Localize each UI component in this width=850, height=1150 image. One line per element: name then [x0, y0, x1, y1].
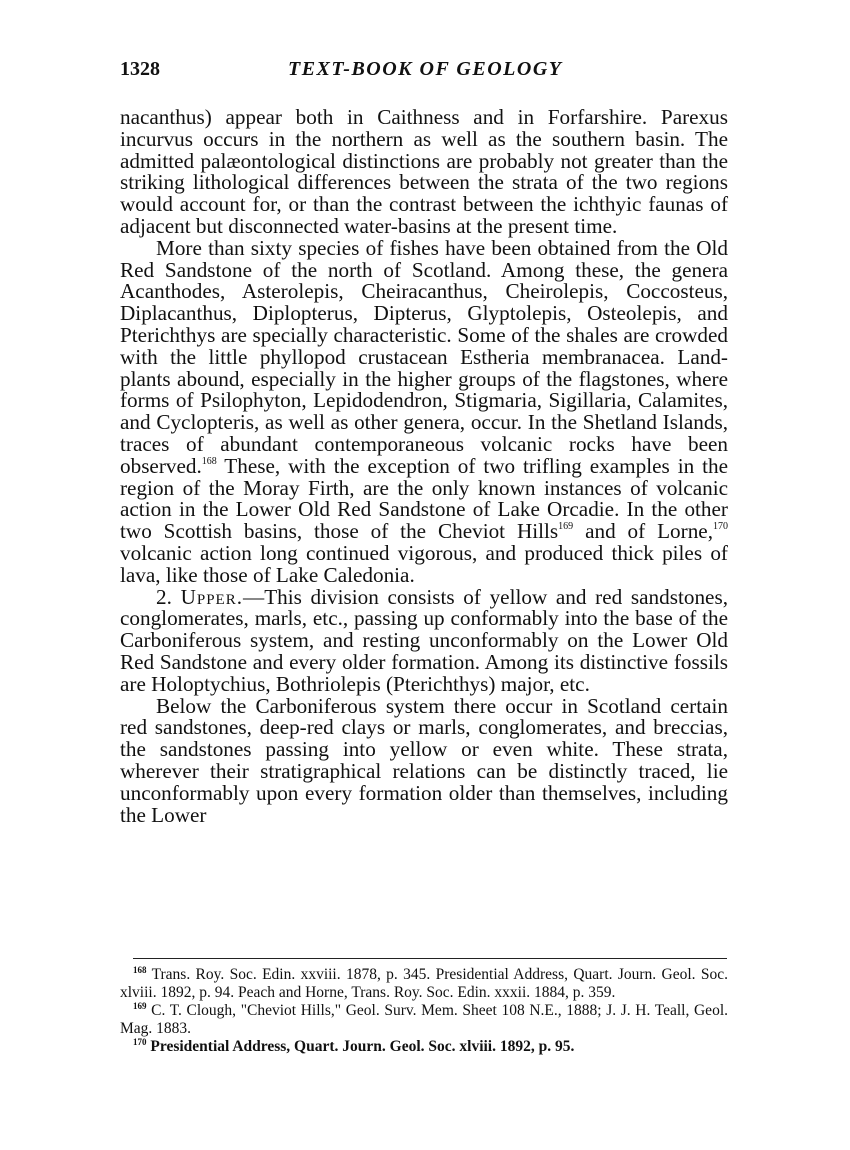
footnotes [120, 966, 728, 1056]
running-head: TEXT-BOOK OF GEOLOGY [288, 58, 563, 80]
paragraph-text: —This division consists of yellow and red sandstones, conglomerates, marls, etc., passing up conformably into the base of the Carboniferous system, and resting unconformably on the Lower Old Red Sandstone and every older formation. Among its distinctive fossils are Holoptychius, Bothriolepis (Pterichthys) major, etc. [120, 584, 728, 696]
section-number: 2. [156, 584, 181, 609]
footnote-ref: 170 [713, 521, 728, 533]
paragraph-text: volcanic action long continued vigorous, and produced thick piles of lava, like those of Lake Caledonia. [120, 540, 728, 587]
page-header [120, 58, 730, 88]
footnote-ref: 169 [558, 521, 574, 533]
footnote-divider [133, 958, 727, 959]
paragraph-text: These, with the exception of two trifling examples in the region of the Moray Firth, are the only known instances of volcanic action in the Lower Old Red Sandstone of Lake Orcadie. In the other two Scottish basins, those of the Cheviot Hills [120, 453, 728, 544]
footnote-mark: 168 [133, 965, 147, 975]
footnote [120, 1038, 728, 1056]
footnote-mark: 170 [133, 1037, 147, 1047]
footnote-ref: 168 [201, 455, 217, 467]
section-heading: Upper. [180, 584, 244, 609]
paragraph: nacanthus) appear both in Caithness and in Forfarshire. Parexus incurvus occurs in the northern as well as the southern basin. The admitted palæontological distinctions are probably not greater than the striking lithological differences between the strata of the two regions would account for, or than the contrast between the ichthyic faunas of adjacent but disconnected water-basins at the present time. [120, 105, 728, 238]
footnote-text: Trans. Roy. Soc. Edin. xxviii. 1878, p. 345. Presidential Address, Quart. Journ. Geol. Soc. xlviii. 1892, p. 94. Peach and Horne, Trans. Roy. Soc. Edin. xxxii. 1884, p. 359. [120, 966, 728, 1001]
paragraph-text: More than sixty species of fishes have been obtained from the Old Red Sandstone of the north of Scotland. Among these, the genera Acanthodes, Asterolepis, Cheiracanthus, Cheirolepis, Coccosteus, Diplacanthus, Diplopterus, Dipterus, Glyptolepis, Osteolepis, and Pterichthys are specially characteristic. Some of the shales are crowded with the little phyllopod crustacean Estheria membranacea. Land-plants abound, especially in the higher groups of the flagstones, where forms of Psilophyton, Lepidodendron, Stigmaria, Sigillaria, Calamites, and Cyclopteris, as well as other genera, occur. In the Shetland Islands, traces of abundant contemporaneous volcanic rocks have been observed. [120, 235, 728, 478]
paragraph [120, 235, 728, 587]
footnote-text: Presidential Address, Quart. Journ. Geol. Soc. xlviii. 1892, p. 95. [146, 1038, 575, 1055]
footnote [120, 966, 728, 1002]
footnote [120, 1002, 728, 1038]
paragraph-text: and of Lorne, [573, 519, 713, 544]
page-number: 1328 [120, 58, 160, 80]
body-text [120, 107, 728, 826]
paragraph [120, 584, 728, 696]
footnote-text: C. T. Clough, "Cheviot Hills," Geol. Surv. Mem. Sheet 108 N.E., 1888; J. J. H. Teall, Geol. Mag. 1883. [120, 1002, 728, 1037]
paragraph: Below the Carboniferous system there occur in Scotland certain red sandstones, deep-red clays or marls, conglomerates, and breccias, the sandstones passing into yellow or even white. These strata, wherever their stratigraphical relations can be distinctly traced, lie unconformably upon every formation older than themselves, including the Lower [120, 693, 728, 827]
footnote-mark: 169 [133, 1001, 147, 1011]
